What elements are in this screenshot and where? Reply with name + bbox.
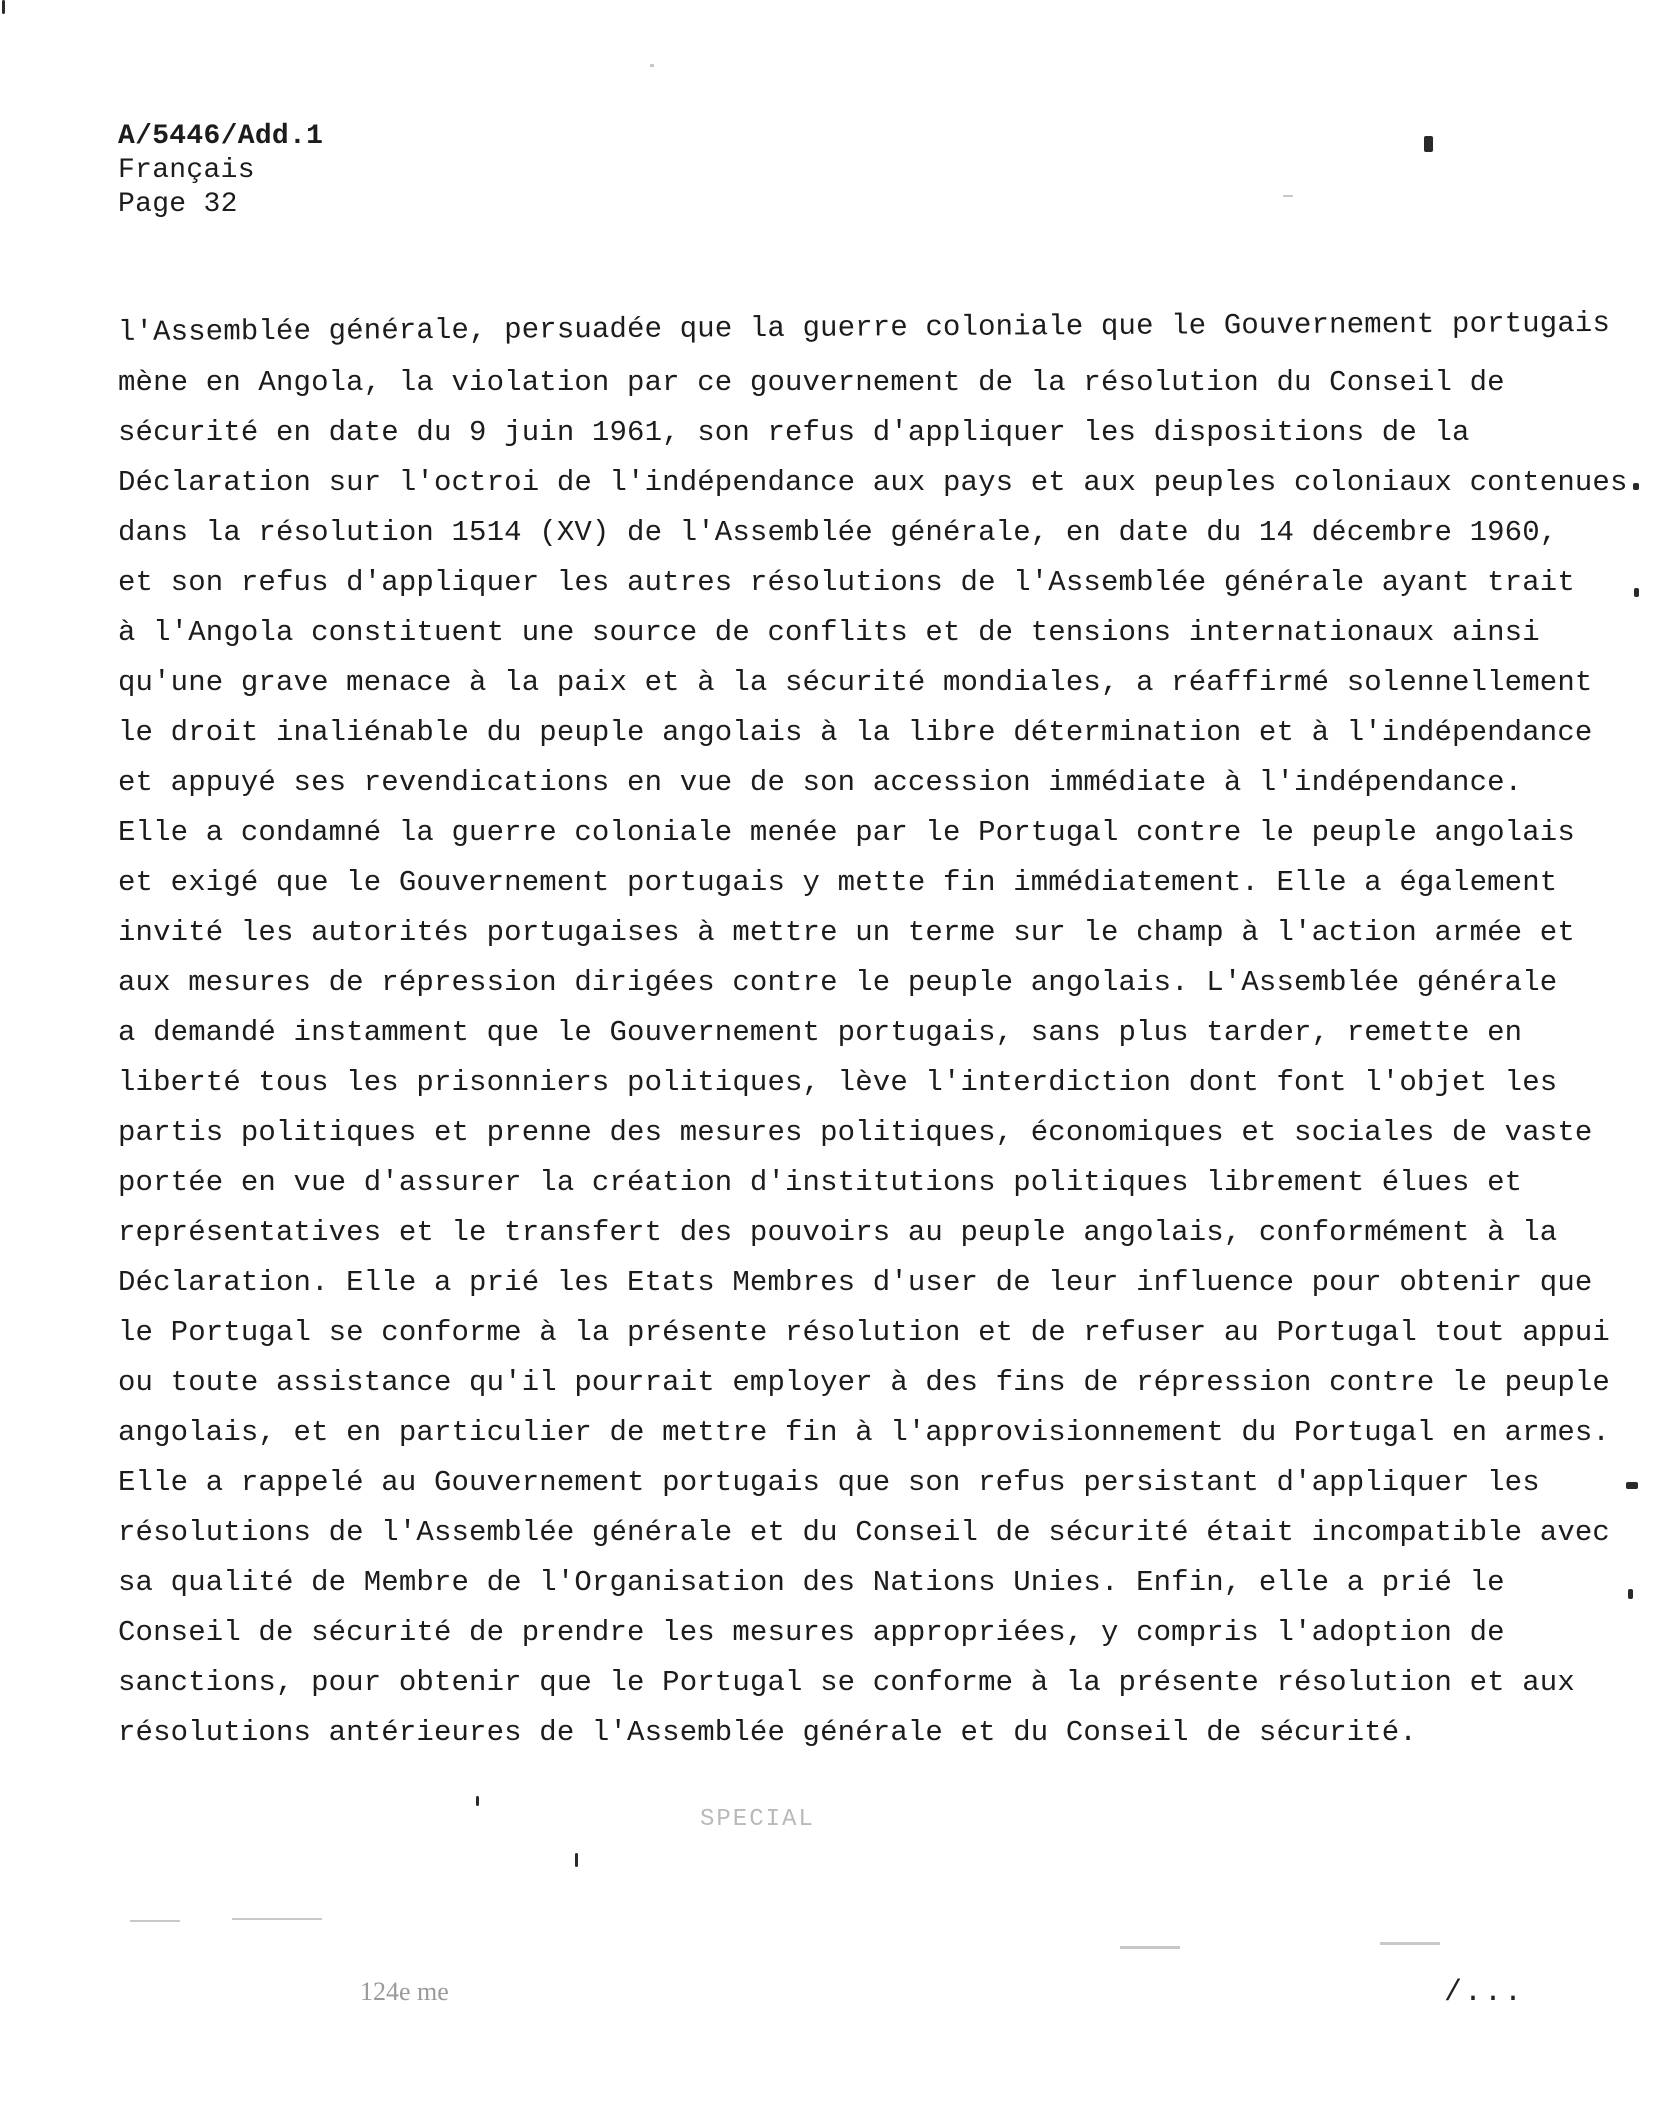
faded-stamp: SPECIAL (700, 1806, 815, 1833)
scan-smudge (232, 1918, 322, 1920)
text-line: portée en vue d'assurer la création d'institutions politiques librement élues et (118, 1166, 1523, 1199)
scan-smudge (130, 1920, 180, 1922)
scan-speck (476, 1796, 479, 1806)
text-line: l'Assemblée générale, persuadée que la guerre coloniale que le Gouvernement portugais (117, 306, 1611, 349)
document-language: Français (118, 155, 255, 186)
text-line: sanctions, pour obtenir que le Portugal se conforme à la présente résolution et aux (118, 1666, 1575, 1699)
text-line: résolutions antérieures de l'Assemblée générale et du Conseil de sécurité. (118, 1716, 1417, 1749)
text-line: Elle a condamné la guerre coloniale menée par le Portugal contre le peuple angolais (118, 816, 1575, 849)
continuation-mark: /... (1444, 1976, 1525, 2010)
text-line: sécurité en date du 9 juin 1961, son refus d'appliquer les dispositions de la (118, 416, 1470, 449)
text-line: et exigé que le Gouvernement portugais y mette fin immédiatement. Elle a également (118, 866, 1558, 899)
text-line: le droit inaliénable du peuple angolais à la libre détermination et à l'indépendance (118, 716, 1593, 749)
scan-speck (1634, 588, 1639, 597)
text-line: représentatives et le transfert des pouvoirs au peuple angolais, conformément à la (118, 1216, 1558, 1249)
scan-speck (2, 0, 5, 14)
text-line: angolais, et en particulier de mettre fin à l'approvisionnement du Portugal en armes. (118, 1416, 1610, 1449)
text-line: partis politiques et prenne des mesures politiques, économiques et sociales de vaste (118, 1116, 1593, 1149)
text-line: mène en Angola, la violation par ce gouvernement de la résolution du Conseil de (118, 366, 1505, 399)
document-symbol: A/5446/Add.1 (118, 121, 324, 152)
text-line: sa qualité de Membre de l'Organisation des Nations Unies. Enfin, elle a prié le (118, 1566, 1505, 1599)
text-line: invité les autorités portugaises à mettre un terme sur le champ à l'action armée et (118, 916, 1575, 949)
text-line: Elle a rappelé au Gouvernement portugais que son refus persistant d'appliquer les (118, 1466, 1540, 1499)
text-line: à l'Angola constituent une source de conflits et de tensions internationaux ainsi (118, 616, 1540, 649)
scan-smudge (650, 64, 654, 67)
text-line: Déclaration. Elle a prié les Etats Membres d'user de leur influence pour obtenir que (118, 1266, 1593, 1299)
text-line: dans la résolution 1514 (XV) de l'Assemblée générale, en date du 14 décembre 1960, (118, 516, 1558, 549)
text-line: liberté tous les prisonniers politiques, lève l'interdiction dont font l'objet les (118, 1066, 1558, 1099)
scan-smudge (1120, 1946, 1180, 1949)
text-line: et appuyé ses revendications en vue de son accession immédiate à l'indépendance. (118, 766, 1523, 799)
text-line: a demandé instamment que le Gouvernement portugais, sans plus tarder, remette en (118, 1016, 1523, 1049)
scan-speck (575, 1853, 578, 1867)
scan-smudge (1380, 1942, 1440, 1945)
text-line: et son refus d'appliquer les autres résolutions de l'Assemblée générale ayant trait (118, 566, 1575, 599)
text-line: ou toute assistance qu'il pourrait employer à des fins de répression contre le peuple (118, 1366, 1610, 1399)
text-line: qu'une grave menace à la paix et à la sécurité mondiales, a réaffirmé solennellement (118, 666, 1593, 699)
body-paragraph (117, 306, 1628, 1758)
scan-speck (1628, 1589, 1633, 1599)
text-line: Conseil de sécurité de prendre les mesures appropriées, y compris l'adoption de (118, 1616, 1505, 1649)
scan-speck (1424, 136, 1433, 152)
text-line: résolutions de l'Assemblée générale et du Conseil de sécurité était incompatible avec (118, 1516, 1610, 1549)
scan-speck (1633, 483, 1639, 490)
document-code: 124e me (360, 1977, 449, 2006)
page-number: Page 32 (118, 189, 238, 220)
text-line: aux mesures de répression dirigées contre le peuple angolais. L'Assemblée générale (118, 966, 1558, 999)
scan-smudge (1283, 195, 1293, 197)
text-line: Déclaration sur l'octroi de l'indépendance aux pays et aux peuples coloniaux contenues (118, 466, 1628, 499)
scan-speck (1626, 1482, 1638, 1489)
text-line: le Portugal se conforme à la présente résolution et de refuser au Portugal tout appui (118, 1316, 1610, 1349)
document-header (118, 120, 323, 222)
